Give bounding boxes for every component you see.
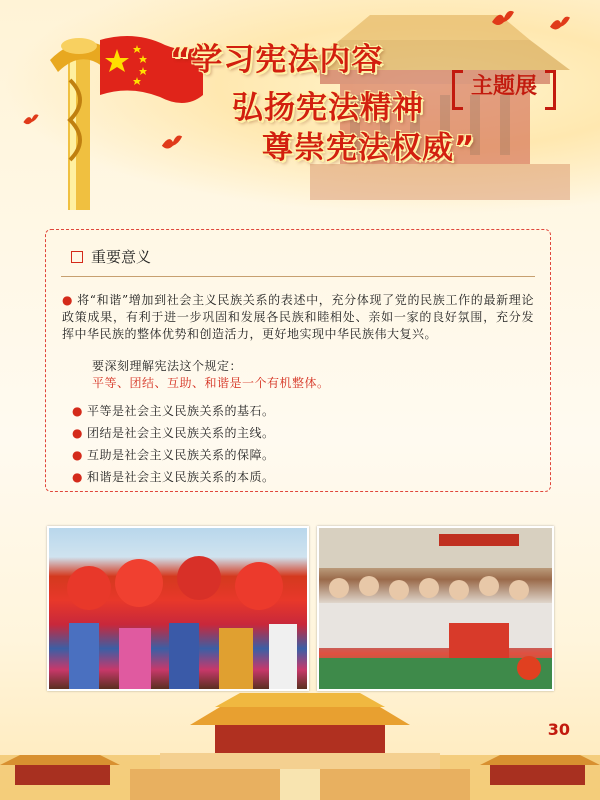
red-dot-icon: ● <box>72 404 83 418</box>
title-line-3: 尊崇宪法权威” <box>262 130 476 166</box>
title-line-1: “学习宪法内容 <box>170 42 384 78</box>
intro-paragraph <box>62 292 534 343</box>
highlight-text: 平等、团结、互助、和谐是一个有机整体。 <box>92 376 330 390</box>
photo-group-students <box>317 526 554 691</box>
theme-tag: 主题展 <box>452 70 556 106</box>
red-dot-icon: ● <box>72 426 83 440</box>
list-item: ● 团结是社会主义民族关系的主线。 <box>72 426 275 440</box>
paragraph-text: 将“和谐”增加到社会主义民族关系的表述中，充分体现了党的民族工作的最新理论政策成果，有利于进一步巩固和发展各民族和睦相处、亲如一家的良好氛围，充分发挥中华民族的整体优势和创造活力，更好地实现中华民族伟大复兴。 <box>62 293 534 341</box>
photo-ethnic-dance-illustration <box>49 528 307 689</box>
forbidden-city-illustration <box>0 685 600 800</box>
list-item: ● 互助是社会主义民族关系的保障。 <box>72 448 275 462</box>
sub-intro-text: 要深刻理解宪法这个规定： <box>92 359 243 373</box>
dove-icon <box>160 132 184 154</box>
red-dot-icon: ● <box>62 293 74 307</box>
red-dot-icon: ● <box>72 448 83 462</box>
red-dot-icon: ● <box>72 470 83 484</box>
section-heading <box>71 246 151 267</box>
photo-group-students-illustration <box>319 528 552 689</box>
list-item: ● 平等是社会主义民族关系的基石。 <box>72 404 275 418</box>
header-banner <box>0 0 600 215</box>
heading-divider <box>61 276 535 277</box>
photo-ethnic-dance <box>47 526 309 691</box>
dove-icon <box>548 14 572 34</box>
list-item: ● 和谐是社会主义民族关系的本质。 <box>72 470 275 484</box>
page-number: 30 <box>547 720 570 739</box>
title-line-2: 弘扬宪法精神 <box>232 90 424 126</box>
dove-icon <box>490 8 516 30</box>
dove-icon <box>22 112 40 128</box>
square-outline-icon <box>71 251 83 263</box>
content-panel <box>45 229 551 492</box>
bullet-list <box>72 400 275 488</box>
section-heading-text: 重要意义 <box>91 248 152 266</box>
